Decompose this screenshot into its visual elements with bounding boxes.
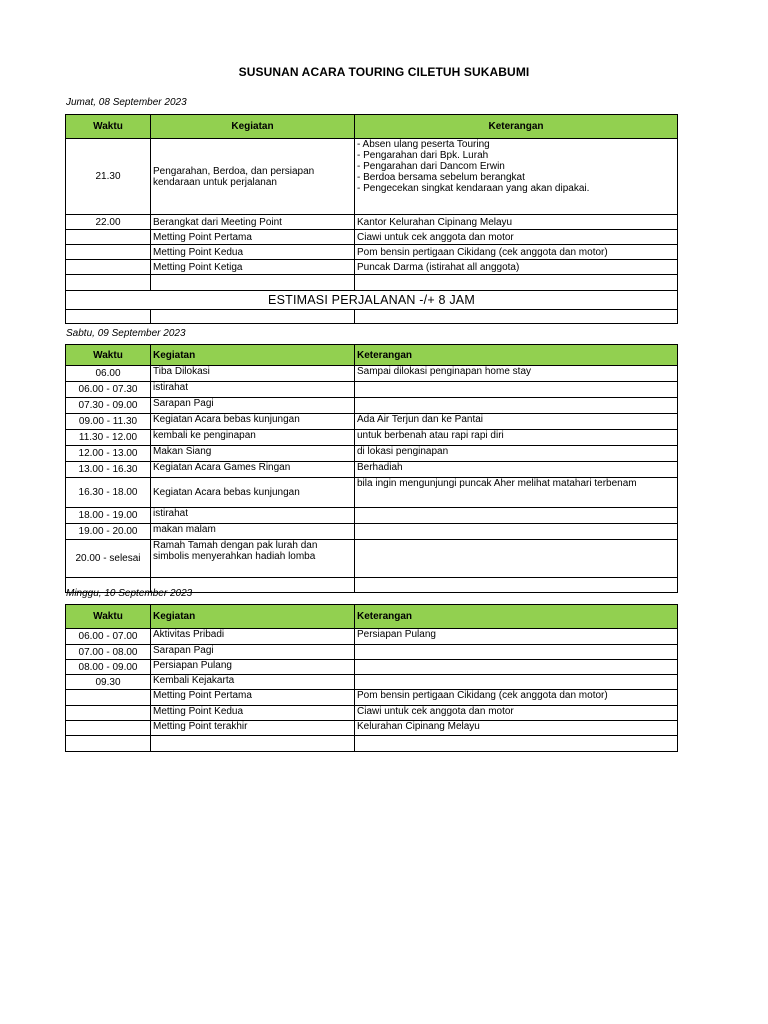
cell-waktu (66, 721, 151, 736)
table-row (66, 382, 678, 398)
cell-waktu: 08.00 - 09.00 (66, 660, 151, 675)
keterangan-line: - Pengarahan dari Bpk. Lurah (357, 150, 489, 161)
cell-keterangan (355, 508, 678, 524)
header-keterangan: Keterangan (355, 115, 678, 139)
cell-kegiatan: Kegiatan Acara bebas kunjungan (151, 478, 355, 508)
cell-keterangan: bila ingin mengunjungi puncak Aher melihat matahari terbenam (355, 478, 678, 508)
header-keterangan: Keterangan (355, 345, 678, 366)
cell-waktu: 09.30 (66, 675, 151, 690)
cell-kegiatan: istirahat (151, 382, 355, 398)
empty-row (66, 275, 678, 291)
table-row (66, 446, 678, 462)
cell-keterangan (355, 139, 678, 215)
cell-kegiatan: Metting Point Kedua (151, 706, 355, 721)
empty-row (66, 736, 678, 752)
table-row (66, 508, 678, 524)
cell-waktu (66, 245, 151, 260)
cell-kegiatan: Sarapan Pagi (151, 398, 355, 414)
cell-kegiatan: Kegiatan Acara bebas kunjungan (151, 414, 355, 430)
cell-keterangan: Berhadiah (355, 462, 678, 478)
kegiatan-line: kendaraan untuk perjalanan (153, 176, 277, 188)
cell-keterangan: Ada Air Terjun dan ke Pantai (355, 414, 678, 430)
header-kegiatan: Kegiatan (151, 115, 355, 139)
cell-waktu: 21.30 (66, 139, 151, 215)
schedule-table-sabtu (65, 344, 678, 593)
cell-keterangan: Pom bensin pertigaan Cikidang (cek anggota dan motor) (355, 690, 678, 706)
kegiatan-line: Ramah Tamah dengan pak lurah dan (153, 540, 318, 551)
table-row (66, 540, 678, 578)
cell-waktu (66, 230, 151, 245)
keterangan-line: - Berdoa bersama sebelum berangkat (357, 172, 525, 183)
cell-waktu: 06.00 - 07.00 (66, 629, 151, 645)
cell-keterangan: Kelurahan Cipinang Melayu (355, 721, 678, 736)
cell-kegiatan (151, 139, 355, 215)
table-row (66, 414, 678, 430)
cell-waktu: 16.30 - 18.00 (66, 478, 151, 508)
schedule-table-minggu (65, 604, 678, 752)
keterangan-line: - Pengecekan singkat kendaraan yang akan dipakai. (357, 183, 590, 194)
table-row (66, 478, 678, 508)
cell-kegiatan: Metting Point Kedua (151, 245, 355, 260)
cell-waktu: 06.00 (66, 366, 151, 382)
day-date-minggu: Minggu, 10 September 2023 (66, 588, 193, 599)
cell-kegiatan: Berangkat dari Meeting Point (151, 215, 355, 230)
table-header-row (66, 115, 678, 139)
table-row (66, 430, 678, 446)
schedule-table-jumat (65, 114, 678, 324)
keterangan-line: - Pengarahan dari Dancom Erwin (357, 161, 505, 172)
cell-kegiatan: Metting Point Ketiga (151, 260, 355, 275)
table-row (66, 139, 678, 215)
cell-keterangan: Pom bensin pertigaan Cikidang (cek anggota dan motor) (355, 245, 678, 260)
header-keterangan: Keterangan (355, 605, 678, 629)
table-row (66, 215, 678, 230)
cell-keterangan (355, 675, 678, 690)
table-row (66, 660, 678, 675)
empty-row (66, 310, 678, 324)
table-row (66, 462, 678, 478)
cell-keterangan (355, 540, 678, 578)
cell-waktu (66, 706, 151, 721)
table-row (66, 260, 678, 275)
estimate-row (66, 291, 678, 310)
cell-kegiatan: kembali ke penginapan (151, 430, 355, 446)
cell-waktu: 07.00 - 08.00 (66, 645, 151, 660)
cell-keterangan (355, 382, 678, 398)
table-row (66, 524, 678, 540)
cell-keterangan (355, 660, 678, 675)
table-row (66, 629, 678, 645)
cell-keterangan: Sampai dilokasi penginapan home stay (355, 366, 678, 382)
table-row (66, 245, 678, 260)
kegiatan-line: simbolis menyerahkan hadiah lomba (153, 551, 316, 562)
day-date-jumat: Jumat, 08 September 2023 (66, 97, 187, 108)
cell-waktu: 13.00 - 16.30 (66, 462, 151, 478)
cell-kegiatan: Makan Siang (151, 446, 355, 462)
cell-kegiatan (151, 540, 355, 578)
cell-waktu: 22.00 (66, 215, 151, 230)
table-row (66, 645, 678, 660)
cell-waktu (66, 260, 151, 275)
estimate-text: ESTIMASI PERJALANAN -/+ 8 JAM (66, 291, 678, 310)
cell-waktu: 19.00 - 20.00 (66, 524, 151, 540)
cell-kegiatan: Persiapan Pulang (151, 660, 355, 675)
cell-keterangan: Puncak Darma (istirahat all anggota) (355, 260, 678, 275)
table-row (66, 230, 678, 245)
header-waktu: Waktu (66, 115, 151, 139)
cell-keterangan: Kantor Kelurahan Cipinang Melayu (355, 215, 678, 230)
document-title: SUSUNAN ACARA TOURING CILETUH SUKABUMI (238, 65, 530, 79)
cell-keterangan: di lokasi penginapan (355, 446, 678, 462)
cell-kegiatan: makan malam (151, 524, 355, 540)
keterangan-line: - Absen ulang peserta Touring (357, 139, 490, 150)
cell-keterangan (355, 645, 678, 660)
table-row (66, 366, 678, 382)
header-waktu: Waktu (66, 605, 151, 629)
cell-kegiatan: Tiba Dilokasi (151, 366, 355, 382)
cell-kegiatan: Sarapan Pagi (151, 645, 355, 660)
cell-keterangan: Ciawi untuk cek anggota dan motor (355, 230, 678, 245)
table-row (66, 675, 678, 690)
cell-waktu: 20.00 - selesai (66, 540, 151, 578)
cell-keterangan: Ciawi untuk cek anggota dan motor (355, 706, 678, 721)
cell-waktu: 18.00 - 19.00 (66, 508, 151, 524)
table-row (66, 721, 678, 736)
table-header-row (66, 605, 678, 629)
cell-kegiatan: Kembali Kejakarta (151, 675, 355, 690)
cell-kegiatan: Metting Point Pertama (151, 690, 355, 706)
table-row (66, 398, 678, 414)
cell-keterangan: untuk berbenah atau rapi rapi diri (355, 430, 678, 446)
cell-kegiatan: istirahat (151, 508, 355, 524)
kegiatan-line: Pengarahan, Berdoa, dan persiapan (153, 165, 315, 177)
cell-waktu: 09.00 - 11.30 (66, 414, 151, 430)
cell-kegiatan: Aktivitas Pribadi (151, 629, 355, 645)
table-row (66, 690, 678, 706)
cell-keterangan (355, 524, 678, 540)
cell-waktu (66, 690, 151, 706)
cell-waktu: 12.00 - 13.00 (66, 446, 151, 462)
day-date-sabtu: Sabtu, 09 September 2023 (66, 328, 186, 339)
table-row (66, 706, 678, 721)
cell-waktu: 11.30 - 12.00 (66, 430, 151, 446)
cell-kegiatan: Metting Point Pertama (151, 230, 355, 245)
header-kegiatan: Kegiatan (151, 605, 355, 629)
header-kegiatan: Kegiatan (151, 345, 355, 366)
cell-kegiatan: Metting Point terakhir (151, 721, 355, 736)
cell-kegiatan: Kegiatan Acara Games Ringan (151, 462, 355, 478)
table-header-row (66, 345, 678, 366)
cell-waktu: 07.30 - 09.00 (66, 398, 151, 414)
header-waktu: Waktu (66, 345, 151, 366)
cell-waktu: 06.00 - 07.30 (66, 382, 151, 398)
cell-keterangan: Persiapan Pulang (355, 629, 678, 645)
cell-keterangan (355, 398, 678, 414)
